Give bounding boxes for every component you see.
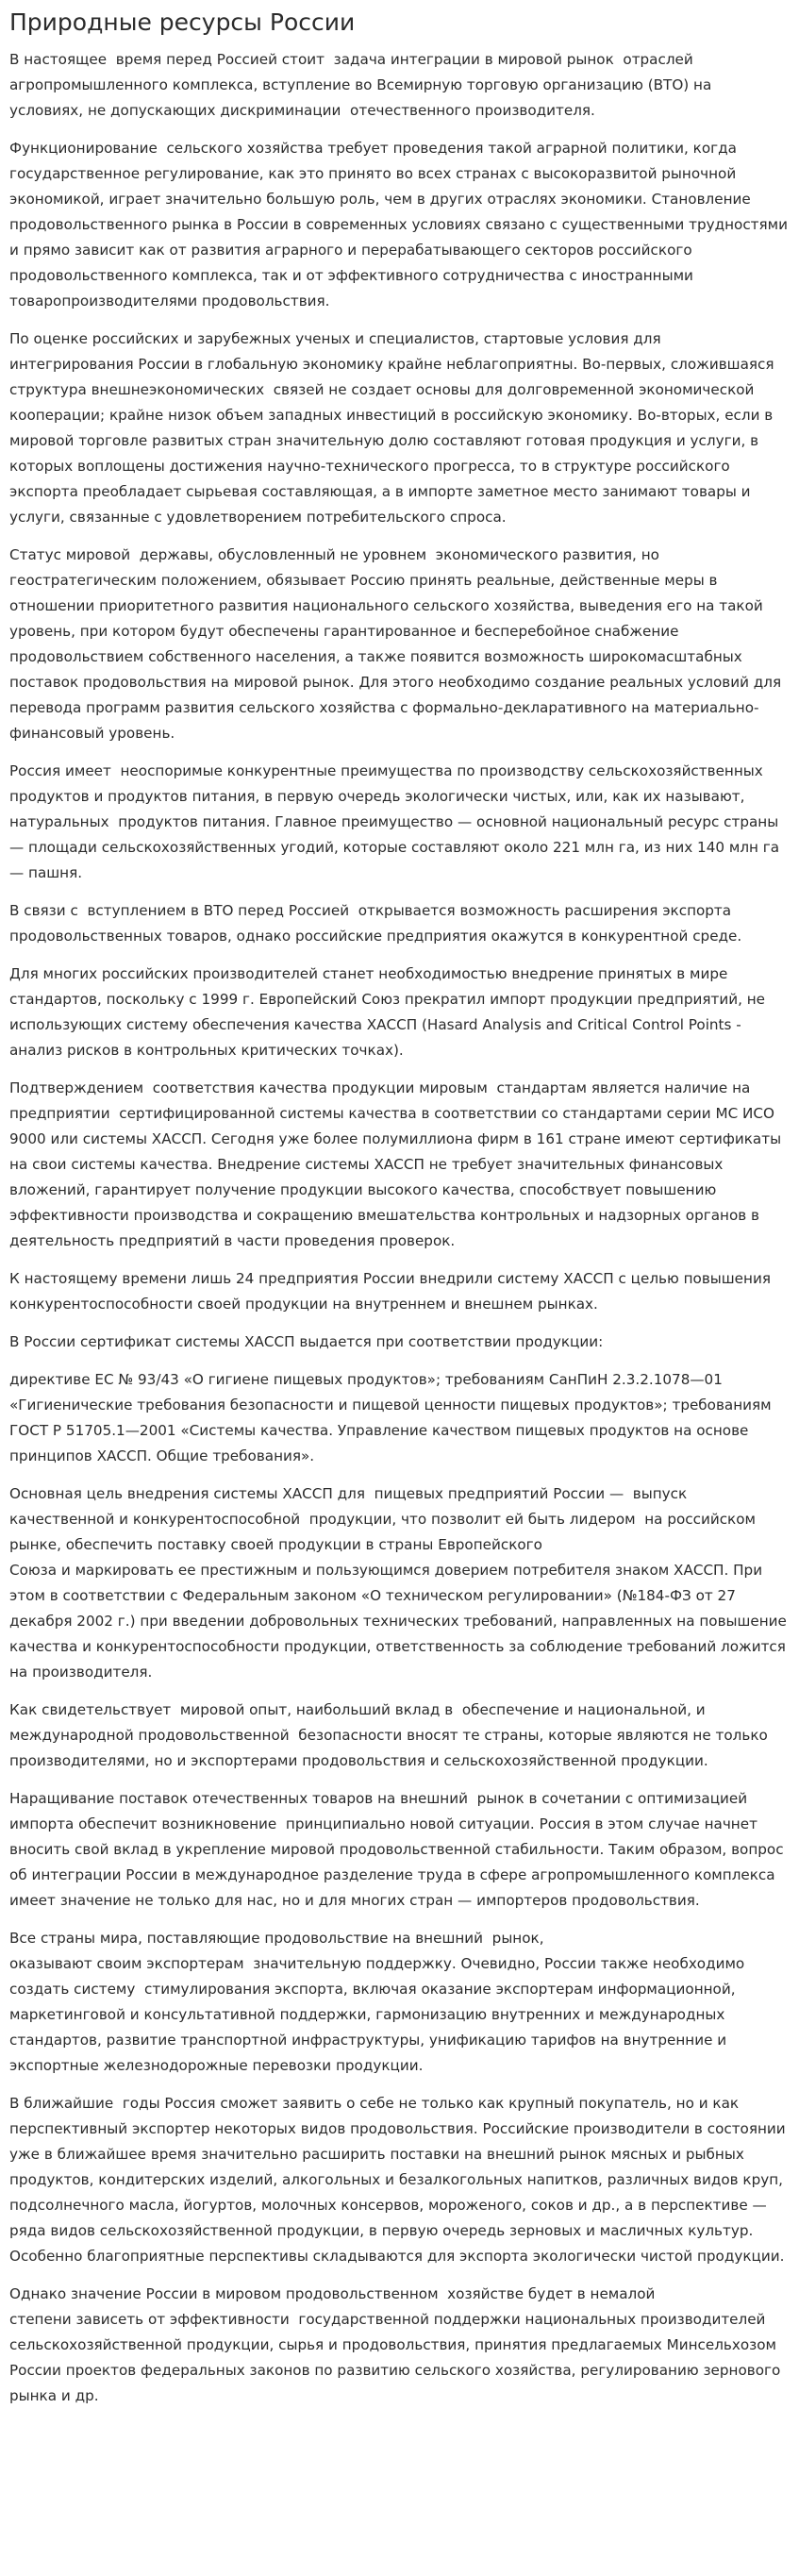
paragraph-9: К настоящему времени лишь 24 предприятия России внедрили систему ХАССП с целью повышения конкурентоспособности своей продукции на внутреннем и внешнем рынках. [9, 1270, 775, 1313]
paragraph-13: Как свидетельствует мировой опыт, наибольший вклад в обеспечение и национальной, и международной продовольственной безопасности вносят те страны, которые являются не только производителями, но и экспортерами продовольствия и сельскохозяйственной продукции. [9, 1701, 773, 1769]
paragraph-5: Россия имеет неоспоримые конкурентные преимущества по производству сельскохозяйственных продуктов и продуктов питания, в первую очередь экологически чистых, или, как их называют, натуральных продуктов питания. Главное преимущество — основной национальный ресурс страны — площади сельскохозяйственных угодий, которые составляют около 221 млн га, из них 140 млн га — пашня. [9, 762, 784, 881]
paragraph-10: В России сертификат системы ХАССП выдается при соответствии продукции: [9, 1333, 604, 1350]
paragraph-14: Наращивание поставок отечественных товаров на внешний рынок в сочетании с оптимизацией импорта обеспечит возникновение принципиально новой ситуации. Россия в этом случае начнет вносить свой вклад в укрепление мировой продовольственной стабильности. Таким образом, вопрос об интеграции России в международное разделение труда в сфере агропромышленного комплекса имеет значение не только для нас, но и для многих стран — импортеров продовольствия. [9, 1790, 789, 1909]
paragraph-6: В связи с вступлением в ВТО перед Россией открывается возможность расширения экспорта продовольственных товаров, однако российские предприятия окажутся в конкурентной среде. [9, 902, 742, 945]
paragraph-3: По оценке российских и зарубежных ученых и специалистов, стартовые условия для интегрирования России в глобальную экономику крайне неблагоприятны. Во-первых, сложившаяся структура внешнеэкономических связей не создает основы для долговременной экономической кооперации; крайне низок объем западных инвестиций в российскую экономику. Во-вторых, если в мировой торговле развитых стран значительную долю составляют готовая продукция и услуги, в которых воплощены достижения научно-технического прогресса, то в структуре российского экспорта преобладает сырьевая составляющая, а в импорте заметное место занимают товары и услуги, связанные с удовлетворением потребительского спроса. [9, 330, 784, 526]
page-title: Природные ресурсы России [9, 8, 356, 36]
paragraph-12: Основная цель внедрения системы ХАССП для пищевых предприятий России — выпуск качественной и конкурентоспособной продукции, что позволит ей быть лидером на российском рынке, обеспечить поставку своей продукции в страны Европейского Союза и маркировать ее престижным и пользующимся доверием потребителя знаком ХАССП. При этом в соответствии с Федеральным законом «О техническом регулировании» (№184-ФЗ от 27 декабря 2002 г.) при введении добровольных технических требований, направленных на повышение качества и конкурентоспособности продукции, ответственность за соблюдение требований ложится на производителя. [9, 1485, 787, 1681]
paragraph-2: Функционирование сельского хозяйства требует проведения такой аграрной политики, когда государственное регулирование, как это принято во всех странах с высокоразвитой рыночной экономикой, играет значительно большую роль, чем в других отраслях экономики. Становление продовольственного рынка в России в современных условиях связано с существенными трудностями и прямо зависит как от развития аграрного и перерабатывающего секторов российского продовольственного комплекса, так и от эффективного сотрудничества с иностранными товаропроизводителями продовольствия. [9, 140, 792, 309]
paragraph-4: Статус мировой державы, обусловленный не уровнем экономического развития, но геостратегическим положением, обязывает Россию принять реальные, действенные меры в отношении приоритетного развития национального сельского хозяйства, выведения его на такой уровень, при котором будут обеспечены гарантированное и бесперебойное снабжение продовольствием собственного населения, а также появится возможность широкомасштабных поставок продовольствия на мировой рынок. Для этого необходимо создание реальных условий для перевода программ развития сельского хозяйства с формально-декларативного на материально-финансовый уровень. [9, 546, 786, 742]
paragraph-8: Подтверждением соответствия качества продукции мировым стандартам является наличие на предприятии сертифицированной системы качества в соответствии со стандартами серии МС ИСО 9000 или системы ХАССП. Сегодня уже более полумиллиона фирм в 161 стране имеют сертификаты на свои системы качества. Внедрение системы ХАССП не требует значительных финансовых вложений, гарантирует получение продукции высокого качества, способствует повышению эффективности производства и сокращению вмешательства контрольных и надзорных органов в деятельность предприятий в части проведения проверок. [9, 1079, 786, 1249]
article [0, 8, 799, 2409]
paragraph-7: Для многих российских производителей станет необходимостью внедрение принятых в мире стандартов, поскольку с 1999 г. Европейский Союз прекратил импорт продукции предприятий, не использующих систему обеспечения качества ХАССП (Hasard Analysis and Critical Control Points - анализ рисков в контрольных критических точках). [9, 965, 770, 1059]
paragraph-1: В настоящее время перед Россией стоит задача интеграции в мировой рынок отраслей агропромышленного комплекса, вступление во Всемирную торговую организацию (ВТО) на условиях, не допускающих дискриминации отечественного производителя. [9, 51, 717, 119]
paragraph-15: Все страны мира, поставляющие продовольствие на внешний рынок, оказывают своим экспортерам значительную поддержку. Очевидно, России также необходимо создать систему стимулирования экспорта, включая оказание экспортерам информационной, маркетинговой и консультативной поддержки, гармонизацию внутренних и международных стандартов, развитие транспортной инфраструктуры, унификацию тарифов на внутренние и экспортные железнодорожные перевозки продукции. [9, 1930, 745, 2074]
paragraph-17: Однако значение России в мировом продовольственном хозяйстве будет в немалой степени зависеть от эффективности государственной поддержки национальных производителей сельскохозяйственной продукции, сырья и продовольствия, принятия предлагаемых Минсельхозом России проектов федеральных законов по развитию сельского хозяйства, регулированию зернового рынка и др. [9, 2285, 781, 2404]
paragraph-16: В ближайшие годы Россия сможет заявить о себе не только как крупный покупатель, но и как перспективный экспортер некоторых видов продовольствия. Российские производители в состоянии уже в ближайшее время значительно расширить поставки на внешний рынок мясных и рыбных продуктов, кондитерских изделий, алкогольных и безалкогольных напитков, различных видов круп, подсолнечного масла, йогуртов, молочных консервов, мороженого, соков и др., а в перспективе — ряда видов сельскохозяйственной продукции, в первую очередь зерновых и масличных культур. Особенно благоприятные перспективы складываются для экспорта экологически чистой продукции. [9, 2095, 791, 2265]
paragraph-11: директиве ЕС № 93/43 «О гигиене пищевых продуктов»; требованиям СанПиН 2.3.2.1078—01 «Гигиенические требования безопасности и пищевой ценности пищевых продуктов»; требованиям ГОСТ Р 51705.1—2001 «Системы качества. Управление качеством пищевых продуктов на основе принципов ХАССП. Общие требования». [9, 1371, 776, 1464]
